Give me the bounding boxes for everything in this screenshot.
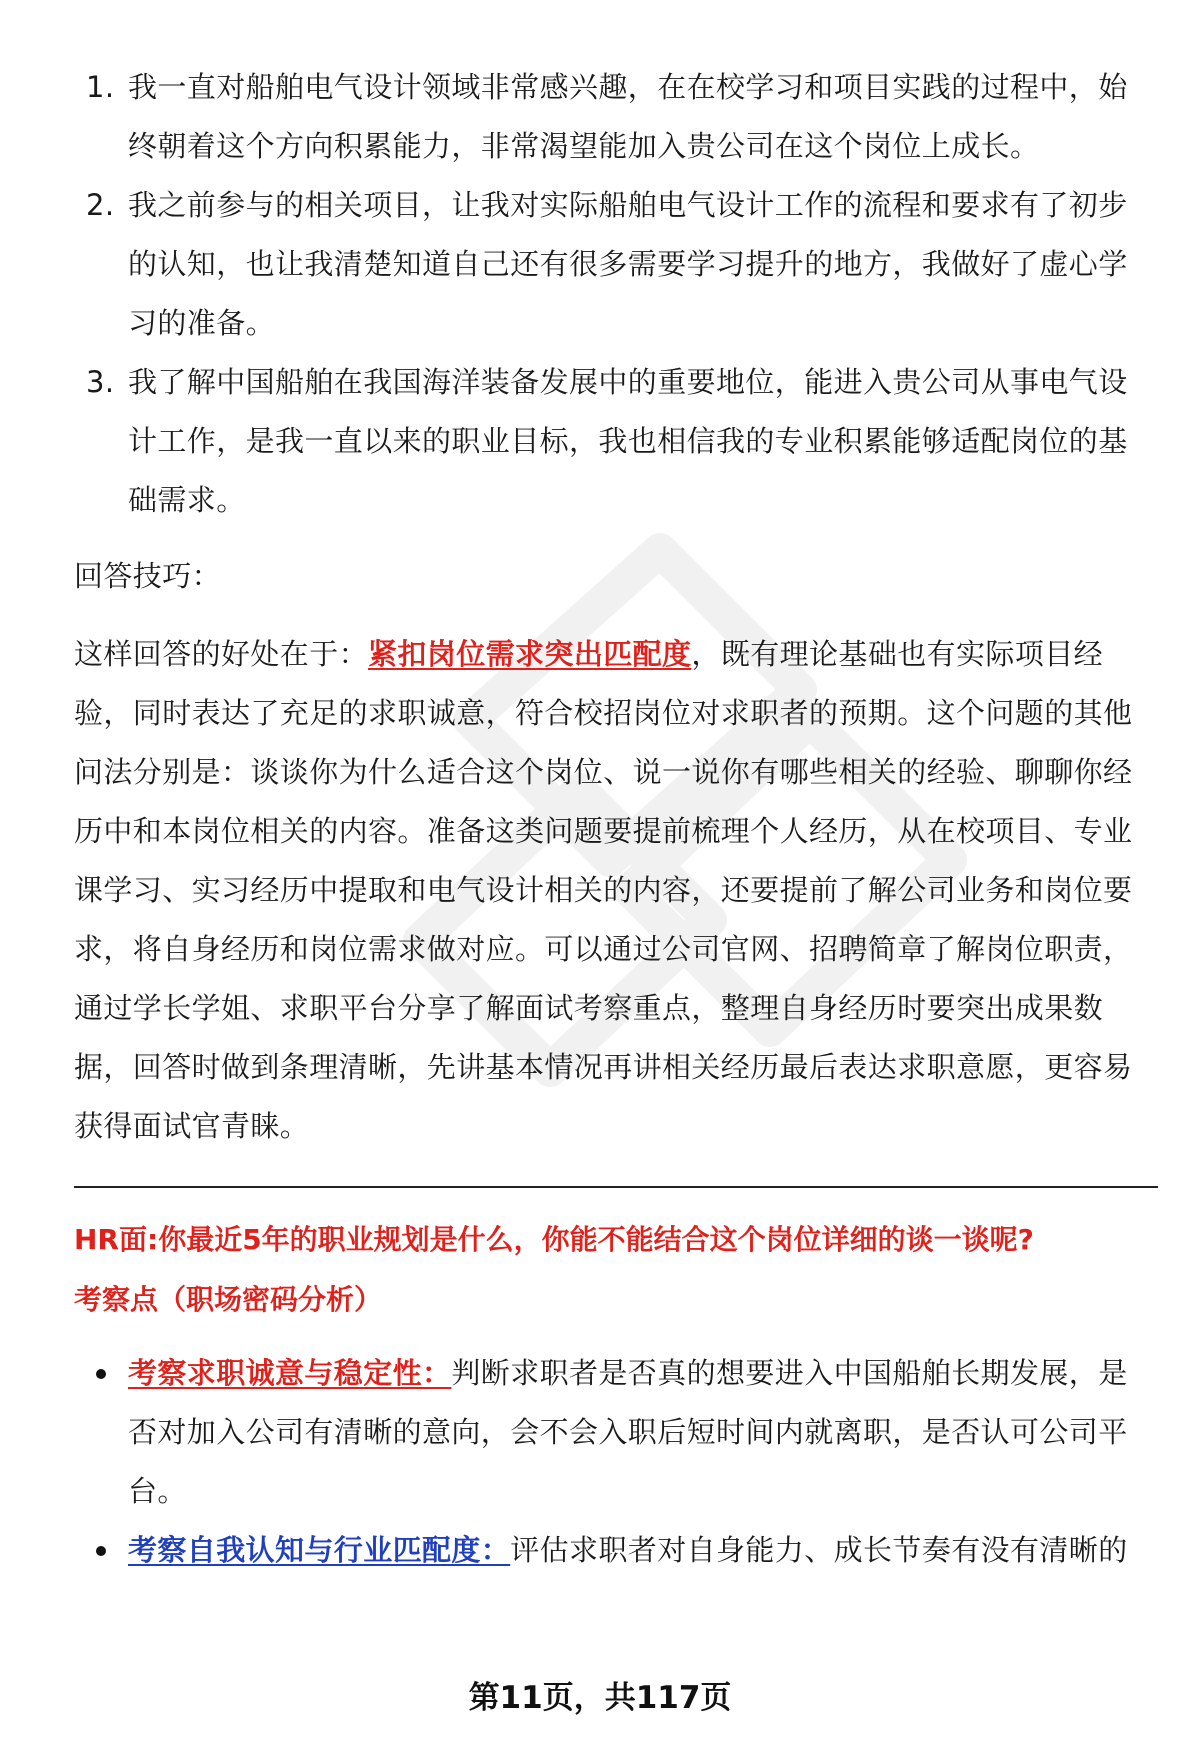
bullet-icon	[96, 1369, 106, 1379]
section-title: 考察点（职场密码分析）	[74, 1283, 383, 1316]
assessment-point-1	[74, 1344, 1156, 1521]
tips-paragraph	[74, 625, 1156, 1156]
point-label: 考察自我认知与行业匹配度：	[128, 1533, 511, 1567]
answer-text: 我一直对船舶电气设计领域非常感兴趣，在在校学习和项目实践的过程中，始终朝着这个方向积累能力，非常渴望能加入贵公司在这个岗位上成长。	[128, 70, 1128, 163]
point-label: 考察求职诚意与稳定性：	[128, 1356, 452, 1390]
answer-number: 2.	[86, 188, 115, 222]
bullet-icon	[96, 1546, 106, 1556]
tips-prefix: 这样回答的好处在于：	[74, 637, 369, 671]
point-text: 评估求职者对自身能力、成长节奏有没有清晰的	[510, 1533, 1128, 1567]
answer-list	[74, 58, 1156, 530]
interview-question: HR面:你最近5年的职业规划是什么，你能不能结合这个岗位详细的谈一谈呢?	[74, 1223, 1034, 1256]
tips-body: ，既有理论基础也有实际项目经验，同时表达了充足的求职诚意，符合校招岗位对求职者的预期。这个问题的其他问法分别是：谈谈你为什么适合这个岗位、说一说你有哪些相关的经验、聊聊你经历中和本岗位相关的内容。准备这类问题要提前梳理个人经历，从在校项目、专业课学习、实习经历中提取和电气设计相关的内容，还要提前了解公司业务和岗位要求，将自身经历和岗位需求做对应。可以通过公司官网、招聘简章了解岗位职责，通过学长学姐、求职平台分享了解面试考察重点，整理自身经历时要突出成果数据，回答时做到条理清晰，先讲基本情况再讲相关经历最后表达求职意愿，更容易获得面试官青睐。	[74, 637, 1133, 1143]
tips-highlight: 紧扣岗位需求突出匹配度	[368, 637, 692, 671]
page-content	[74, 58, 1156, 1580]
answer-item-1	[74, 58, 1156, 176]
answer-number: 3.	[86, 365, 115, 399]
answer-item-2	[74, 176, 1156, 353]
point-text: 判断求职者是否真的想要进入中国船舶长期发展，是否对加入公司有清晰的意向，会不会入职后短时间内就离职，是否认可公司平台。	[128, 1356, 1128, 1508]
answer-text: 我了解中国船舶在我国海洋装备发展中的重要地位，能进入贵公司从事电气设计工作，是我一直以来的职业目标，我也相信我的专业积累能够适配岗位的基础需求。	[128, 365, 1128, 517]
answer-number: 1.	[86, 70, 115, 104]
tips-label: 回答技巧：	[74, 559, 222, 593]
answer-text: 我之前参与的相关项目，让我对实际船舶电气设计工作的流程和要求有了初步的认知，也让我清楚知道自己还有很多需要学习提升的地方，我做好了虚心学习的准备。	[128, 188, 1128, 340]
section-divider	[74, 1186, 1158, 1188]
answer-item-3	[74, 353, 1156, 530]
assessment-points	[74, 1344, 1156, 1580]
page-number: 第11页，共117页	[468, 1680, 732, 1716]
assessment-point-2	[74, 1521, 1156, 1580]
